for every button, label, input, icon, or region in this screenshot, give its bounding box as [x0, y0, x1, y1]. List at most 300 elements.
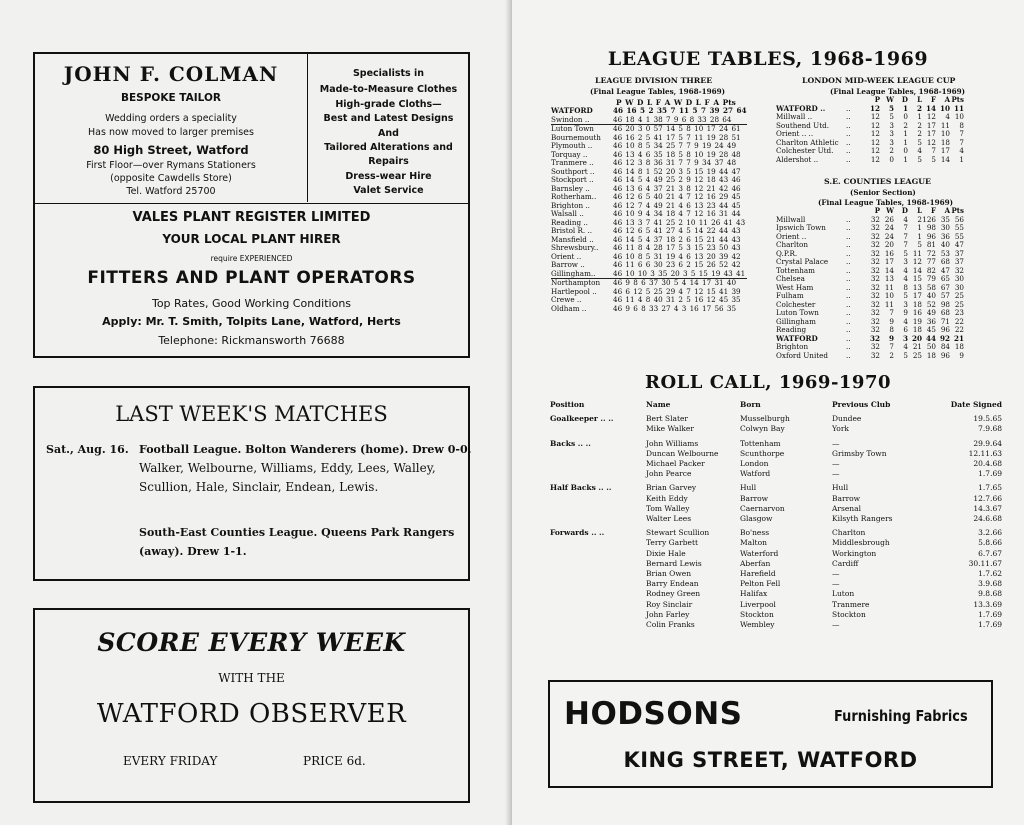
date-signed: 1.7.69 — [978, 620, 1002, 630]
dots: .. — [846, 112, 851, 121]
stat-value: 36 — [926, 316, 936, 326]
player-row — [550, 514, 1002, 524]
stat-value: 21 — [912, 342, 922, 351]
stat-value: 4 — [903, 342, 908, 351]
stat-value: 9 — [888, 333, 894, 343]
colman-line2: Has now moved to larger premises — [88, 127, 254, 138]
player-row — [550, 459, 1002, 469]
date-signed: 5.8.66 — [978, 538, 1002, 548]
stat-value: 7 — [889, 308, 894, 317]
stat-value: 12 — [870, 120, 880, 130]
stat-value: 4 — [903, 214, 908, 224]
team-name: Colchester Utd. — [776, 146, 834, 155]
stat-value: 12 — [912, 257, 922, 266]
team-name: Tranmere .. — [551, 158, 594, 167]
birthplace: Hull — [740, 483, 757, 493]
team-name: Reading — [776, 325, 807, 334]
colman-address: 80 High Street, Watford — [93, 143, 249, 157]
stat-value: 126 — [922, 214, 936, 224]
team-name: Orient .. — [776, 231, 807, 241]
stat-value: 84 — [940, 342, 950, 351]
stat-value: 18 — [954, 342, 964, 351]
speciality-item: Tailored Alterations and — [324, 142, 453, 153]
observer-with: WITH THE — [218, 671, 285, 685]
player-name: Keith Eddy — [646, 493, 688, 503]
column-header: A — [944, 95, 950, 104]
previous-club: Barrow — [832, 493, 861, 503]
stat-value: 7 — [931, 146, 936, 155]
team-name: Bristol R. .. — [551, 226, 593, 235]
player-row — [550, 579, 1002, 589]
team-stats: 46 20 3 0 57 14 5 8 10 17 24 61 — [613, 125, 747, 134]
stat-value: 11 — [884, 282, 894, 292]
colman-specialities — [307, 54, 469, 202]
team-name: Luton Town — [776, 308, 819, 317]
stat-value: 10 — [954, 112, 964, 121]
birthplace: Watford — [740, 469, 771, 479]
dots: .. — [846, 103, 851, 113]
stat-value: 56 — [954, 214, 964, 224]
position-cell — [550, 579, 646, 589]
stat-value: 98 — [926, 223, 936, 232]
stat-value: 53 — [940, 248, 950, 258]
date-signed: 9.8.68 — [978, 589, 1002, 599]
birthplace: Tottenham — [740, 438, 781, 448]
position-cell — [550, 569, 646, 579]
team-stats: 46 9 8 6 37 30 5 4 14 17 31 40 — [613, 279, 747, 288]
stat-value: 32 — [870, 282, 880, 292]
stat-value: 12 — [926, 112, 936, 121]
team-name: Hartlepool .. — [551, 286, 597, 296]
player-name: Duncan Welbourne — [646, 448, 719, 458]
stat-value: 96 — [940, 350, 950, 360]
stat-value: 47 — [940, 265, 950, 275]
team-name: Brighton — [776, 342, 809, 351]
previous-club: — — [832, 579, 840, 589]
player-row — [550, 494, 1002, 504]
team-name: Crystal Palace — [776, 257, 829, 266]
colman-line3: First Floor—over Rymans Stationers — [86, 160, 256, 171]
position-cell — [550, 589, 646, 599]
player-name: Terry Garbett — [646, 538, 698, 548]
stat-value: 3 — [889, 120, 894, 130]
team-name: Crewe .. — [551, 295, 582, 304]
position-cell: Backs .. .. — [550, 438, 591, 448]
team-name: Q.P.R. — [776, 248, 798, 258]
stat-value: 3 — [889, 129, 894, 138]
stat-value: 3 — [889, 137, 894, 147]
stat-value: 55 — [954, 223, 964, 232]
stat-value: 58 — [926, 282, 936, 292]
dots: .. — [846, 265, 851, 275]
team-name: Gillingham.. — [551, 268, 596, 278]
dots: .. — [846, 154, 851, 164]
dots: .. — [846, 248, 851, 258]
stat-value: 32 — [870, 308, 880, 317]
team-stats: 46 12 6 5 41 27 4 5 14 22 44 43 — [613, 226, 741, 235]
stat-value: 30 — [954, 282, 964, 292]
column-header: F — [931, 95, 936, 104]
div3-title: LEAGUE DIVISION THREE — [595, 76, 713, 85]
stat-value: 18 — [940, 137, 950, 147]
birthplace: Pelton Fell — [740, 579, 781, 589]
team-name: WATFORD .. — [776, 103, 826, 113]
stat-value: 32 — [870, 291, 880, 300]
stat-value: 32 — [870, 248, 880, 258]
stat-value: 32 — [870, 214, 880, 224]
se-subtitle: (Final League Tables, 1968-1969) — [818, 198, 954, 207]
speciality-item: Valet Service — [353, 185, 424, 196]
team-name: Orient .. — [551, 251, 582, 261]
matches-result-2b: (away). Drew 1-1. — [139, 545, 247, 558]
vales-phone: Telephone: Rickmansworth 76688 — [158, 334, 345, 347]
colman-name: JOHN F. COLMAN — [63, 62, 279, 86]
position-cell — [550, 424, 646, 434]
speciality-item: Specialists in — [352, 68, 425, 79]
stat-value: 5 — [903, 350, 908, 360]
stat-value: 11 — [940, 120, 950, 130]
previous-club: — — [832, 459, 840, 469]
previous-club: Middlesbrough — [832, 538, 890, 548]
team-stats: 46 11 6 6 30 23 6 2 15 26 52 42 — [613, 260, 741, 269]
stat-value: 17 — [926, 129, 936, 138]
stat-value: 1 — [917, 223, 922, 232]
colman-advert — [35, 54, 307, 202]
stat-value: 0 — [903, 112, 908, 121]
stat-value: 10 — [940, 129, 950, 138]
hodsons-advert — [548, 680, 993, 788]
speciality-item: Best and Latest Designs — [323, 113, 454, 124]
team-stats: 46 14 8 1 52 20 3 5 15 19 44 47 — [613, 166, 741, 176]
team-name: Chelsea — [776, 274, 805, 283]
stat-value: 1 — [903, 137, 908, 147]
date-signed: 1.7.65 — [978, 483, 1002, 493]
team-name: Gillingham — [776, 316, 816, 326]
stat-value: 36 — [940, 231, 950, 241]
date-signed: 24.6.68 — [973, 514, 1002, 524]
previous-club: — — [832, 438, 840, 448]
stat-value: 1 — [959, 154, 964, 164]
team-name: Luton Town — [551, 125, 613, 134]
right-page — [512, 0, 1024, 825]
team-name: WATFORD — [776, 333, 818, 343]
stat-value: 77 — [926, 257, 936, 266]
stat-value: 21 — [953, 333, 964, 343]
stat-value: 32 — [870, 316, 880, 326]
stat-value: 1 — [903, 154, 908, 164]
team-stats: 46 10 8 5 34 25 7 7 9 19 24 49 — [613, 141, 737, 150]
previous-club: Kilsyth Rangers — [832, 514, 893, 524]
position-cell — [550, 600, 646, 610]
team-name: Bournemouth — [551, 132, 601, 142]
stat-value: 71 — [940, 316, 950, 326]
stat-value: 18 — [912, 325, 922, 334]
team-name: Southport .. — [551, 166, 595, 176]
team-stats: 46 14 5 4 37 18 2 6 15 21 44 43 — [613, 234, 741, 244]
roll-call-header-row — [550, 400, 1002, 410]
team-name: Southend Utd. — [776, 120, 829, 130]
stat-value: 18 — [912, 299, 922, 309]
player-name: Dixie Hale — [646, 548, 686, 558]
player-row — [550, 469, 1002, 479]
birthplace: Liverpool — [740, 599, 776, 609]
stat-value: 2 — [916, 103, 922, 113]
date-signed: 12.7.66 — [973, 493, 1002, 503]
birthplace: Colwyn Bay — [740, 424, 785, 434]
hodsons-name: HODSONS — [564, 696, 743, 732]
team-name: Aldershot .. — [776, 154, 819, 164]
team-name: Shrewsbury.. — [551, 243, 599, 252]
player-row — [550, 569, 1002, 579]
stat-value: 24 — [884, 223, 894, 232]
stat-value: 65 — [940, 274, 950, 283]
stat-value: 5 — [917, 154, 922, 164]
stat-value: 5 — [888, 103, 894, 113]
stat-value: 32 — [870, 257, 880, 266]
team-stats: 46 12 7 4 49 21 4 6 13 23 44 45 — [613, 200, 741, 210]
date-signed: 1.7.69 — [978, 469, 1002, 479]
previous-club: Luton — [832, 589, 855, 599]
stat-value: 4 — [945, 112, 950, 121]
previous-club: Hull — [832, 483, 849, 493]
stat-value: 12 — [870, 129, 880, 138]
stat-value: 4 — [903, 316, 908, 326]
column-header: W — [886, 206, 894, 215]
stat-value: 81 — [926, 240, 936, 249]
stat-value: 5 — [931, 154, 936, 164]
date-signed: 6.7.67 — [978, 548, 1002, 558]
player-row — [550, 549, 1002, 559]
stat-value: 98 — [940, 299, 950, 309]
stat-value: 2 — [917, 129, 922, 138]
dots: .. — [846, 120, 851, 130]
team-stats: 46 10 10 3 35 20 3 5 15 19 43 41 — [613, 268, 746, 278]
league-tables-title: LEAGUE TABLES, 1968-1969 — [607, 48, 929, 70]
team-stats: 46 13 3 7 41 25 2 10 11 26 41 43 — [613, 217, 746, 227]
stat-value: 9 — [959, 350, 964, 360]
date-signed: 12.11.63 — [968, 448, 1002, 458]
stat-value: 9 — [889, 316, 894, 326]
stat-value: 5 — [889, 112, 894, 121]
position-cell — [550, 504, 646, 514]
stat-value: 92 — [939, 333, 950, 343]
dots: .. — [846, 333, 851, 343]
stat-value: 19 — [912, 316, 922, 326]
team-name: Rotherham.. — [551, 192, 597, 201]
stat-value: 12 — [870, 146, 880, 155]
position-cell: Goalkeeper .. .. — [550, 414, 614, 424]
player-row — [550, 483, 1002, 493]
team-stats: 46 16 2 5 41 17 5 7 11 19 28 51 — [613, 132, 741, 142]
player-row — [550, 424, 1002, 434]
dots: .. — [846, 146, 851, 155]
stat-value: 14 — [912, 265, 922, 275]
stat-value: 8 — [889, 325, 894, 334]
column-header: D — [901, 95, 908, 104]
observer-frequency: EVERY FRIDAY — [123, 754, 218, 768]
stat-value: 17 — [884, 257, 894, 266]
column-header: Name — [646, 400, 671, 409]
observer-paper: WATFORD OBSERVER — [96, 699, 407, 729]
team-name: Mansfield .. — [551, 234, 594, 244]
player-name: Roy Sinclair — [646, 599, 693, 609]
team-stats: 46 11 4 8 40 31 2 5 16 12 45 35 — [613, 295, 741, 304]
stat-value: 12 — [870, 112, 880, 121]
stat-value: 7 — [903, 240, 908, 249]
player-name: Brian Owen — [646, 569, 692, 579]
stat-value: 7 — [903, 223, 908, 232]
dots: .. — [846, 350, 851, 360]
player-row — [550, 559, 1002, 569]
previous-club: — — [832, 469, 840, 479]
vales-require: require EXPERIENCED — [210, 254, 293, 263]
stat-value: 1 — [902, 103, 908, 113]
team-name: Millwall .. — [776, 112, 813, 121]
se-row — [776, 352, 964, 361]
stat-value: 12 — [870, 137, 880, 147]
stat-value: 68 — [940, 257, 950, 266]
div3-table — [551, 107, 747, 313]
stat-value: 16 — [912, 308, 922, 317]
stat-value: 5 — [917, 240, 922, 249]
date-signed: 13.3.69 — [973, 599, 1002, 609]
player-row — [550, 439, 1002, 449]
player-name: Bert Slater — [646, 414, 688, 424]
dots: .. — [846, 325, 851, 334]
stat-value: 32 — [870, 240, 880, 249]
stat-value: 10 — [939, 103, 950, 113]
stat-value: 3 — [902, 333, 908, 343]
team-stats: 46 10 8 5 31 19 4 6 13 20 39 42 — [613, 251, 741, 261]
player-name: Colin Franks — [646, 620, 695, 630]
colman-subtitle: BESPOKE TAILOR — [120, 92, 222, 104]
last-weeks-matches-panel — [33, 386, 470, 581]
player-name: John Farley — [646, 609, 690, 619]
position-cell — [550, 620, 646, 630]
matches-result-1: Football League. Bolton Wanderers (home). Drew 0-0. — [139, 443, 472, 456]
date-signed: 20.4.68 — [973, 459, 1002, 469]
speciality-item: Repairs — [368, 156, 409, 167]
column-header: Previous Club — [832, 400, 891, 409]
stat-value: 14 — [884, 265, 894, 275]
team-stats: 46 13 4 6 35 18 5 8 10 19 28 48 — [613, 149, 741, 159]
stat-value: 68 — [940, 308, 950, 317]
player-name: John Williams — [646, 438, 699, 448]
stat-value: 1 — [903, 129, 908, 138]
stat-value: 96 — [926, 231, 936, 241]
stat-value: 22 — [954, 316, 964, 326]
position-cell: Forwards .. .. — [550, 528, 605, 538]
birthplace: Malton — [740, 538, 767, 548]
birthplace: Musselburgh — [740, 414, 790, 424]
date-signed: 7.9.68 — [978, 424, 1002, 434]
stat-value: 20 — [911, 333, 922, 343]
team-name: Charlton Athletic — [776, 137, 839, 147]
player-name: Walter Lees — [646, 514, 692, 524]
previous-club: Dundee — [832, 414, 862, 424]
stat-value: 14 — [925, 103, 936, 113]
stat-value: 11 — [884, 299, 894, 309]
se-table — [776, 207, 964, 360]
team-name: Swindon .. — [551, 114, 590, 124]
player-name: Stewart Scullion — [646, 528, 710, 538]
position-cell — [550, 494, 646, 504]
stat-value: 17 — [940, 146, 950, 155]
stat-value: 6 — [903, 325, 908, 334]
player-row — [550, 414, 1002, 424]
column-header: P — [874, 95, 880, 104]
team-name: Torquay .. — [551, 149, 588, 159]
stat-value: 0 — [903, 146, 908, 155]
stat-value: 5 — [903, 248, 908, 258]
player-row — [550, 600, 1002, 610]
stat-value: 22 — [954, 325, 964, 334]
stat-value: 25 — [954, 291, 964, 300]
stat-value: 25 — [954, 299, 964, 309]
stat-value: 13 — [912, 282, 922, 292]
stat-value: 0 — [889, 154, 894, 164]
dots: .. — [846, 342, 851, 351]
team-stats: 46 9 6 8 33 27 4 3 16 17 56 35 — [613, 303, 737, 313]
colman-vales-advert — [33, 52, 470, 358]
watford-observer-advert — [33, 608, 470, 803]
stat-value: 96 — [940, 325, 950, 334]
stat-value: 44 — [925, 333, 936, 343]
previous-club: Cardiff — [832, 558, 859, 568]
date-signed: 3.9.68 — [978, 579, 1002, 589]
player-name: Rodney Green — [646, 589, 701, 599]
birthplace: Bo'ness — [740, 528, 770, 538]
column-header: Date Signed — [950, 400, 1002, 409]
dots: .. — [846, 129, 851, 138]
stat-value: 82 — [926, 265, 936, 275]
position-cell — [550, 459, 646, 469]
player-row — [550, 589, 1002, 599]
se-section: (Senior Section) — [850, 188, 916, 197]
position-cell — [550, 549, 646, 559]
team-name: Plymouth .. — [551, 141, 593, 150]
roll-call-table — [550, 400, 1002, 630]
stat-value: 79 — [926, 274, 936, 283]
se-title: S.E. COUNTIES LEAGUE — [824, 177, 931, 186]
player-row — [550, 620, 1002, 630]
player-name: Barry Endean — [646, 579, 699, 589]
stat-value: 32 — [870, 265, 880, 275]
date-signed: 19.5.65 — [973, 414, 1002, 424]
stat-value: 30 — [940, 223, 950, 232]
stat-value: 11 — [912, 248, 922, 258]
date-signed: 1.7.69 — [978, 609, 1002, 619]
stat-value: 11 — [953, 103, 964, 113]
team-name: Ipswich Town — [776, 223, 826, 232]
stat-value: 2 — [917, 214, 922, 224]
stat-value: 12 — [870, 154, 880, 164]
column-header: W — [886, 95, 894, 104]
stat-value: 32 — [870, 350, 880, 360]
stat-value: 5 — [903, 291, 908, 300]
dots: .. — [846, 137, 851, 147]
stat-value: 3 — [903, 257, 908, 266]
player-name: Brian Garvey — [646, 483, 697, 493]
stat-value: 7 — [959, 129, 964, 138]
previous-club: Workington — [832, 548, 877, 558]
player-name: Mike Walker — [646, 424, 694, 434]
date-signed: 30.11.67 — [968, 558, 1002, 568]
column-header: A — [944, 206, 950, 215]
team-stats: 46 10 9 4 34 18 4 7 12 16 31 44 — [613, 209, 741, 218]
position-cell — [550, 514, 646, 524]
stat-value: 5 — [917, 137, 922, 147]
